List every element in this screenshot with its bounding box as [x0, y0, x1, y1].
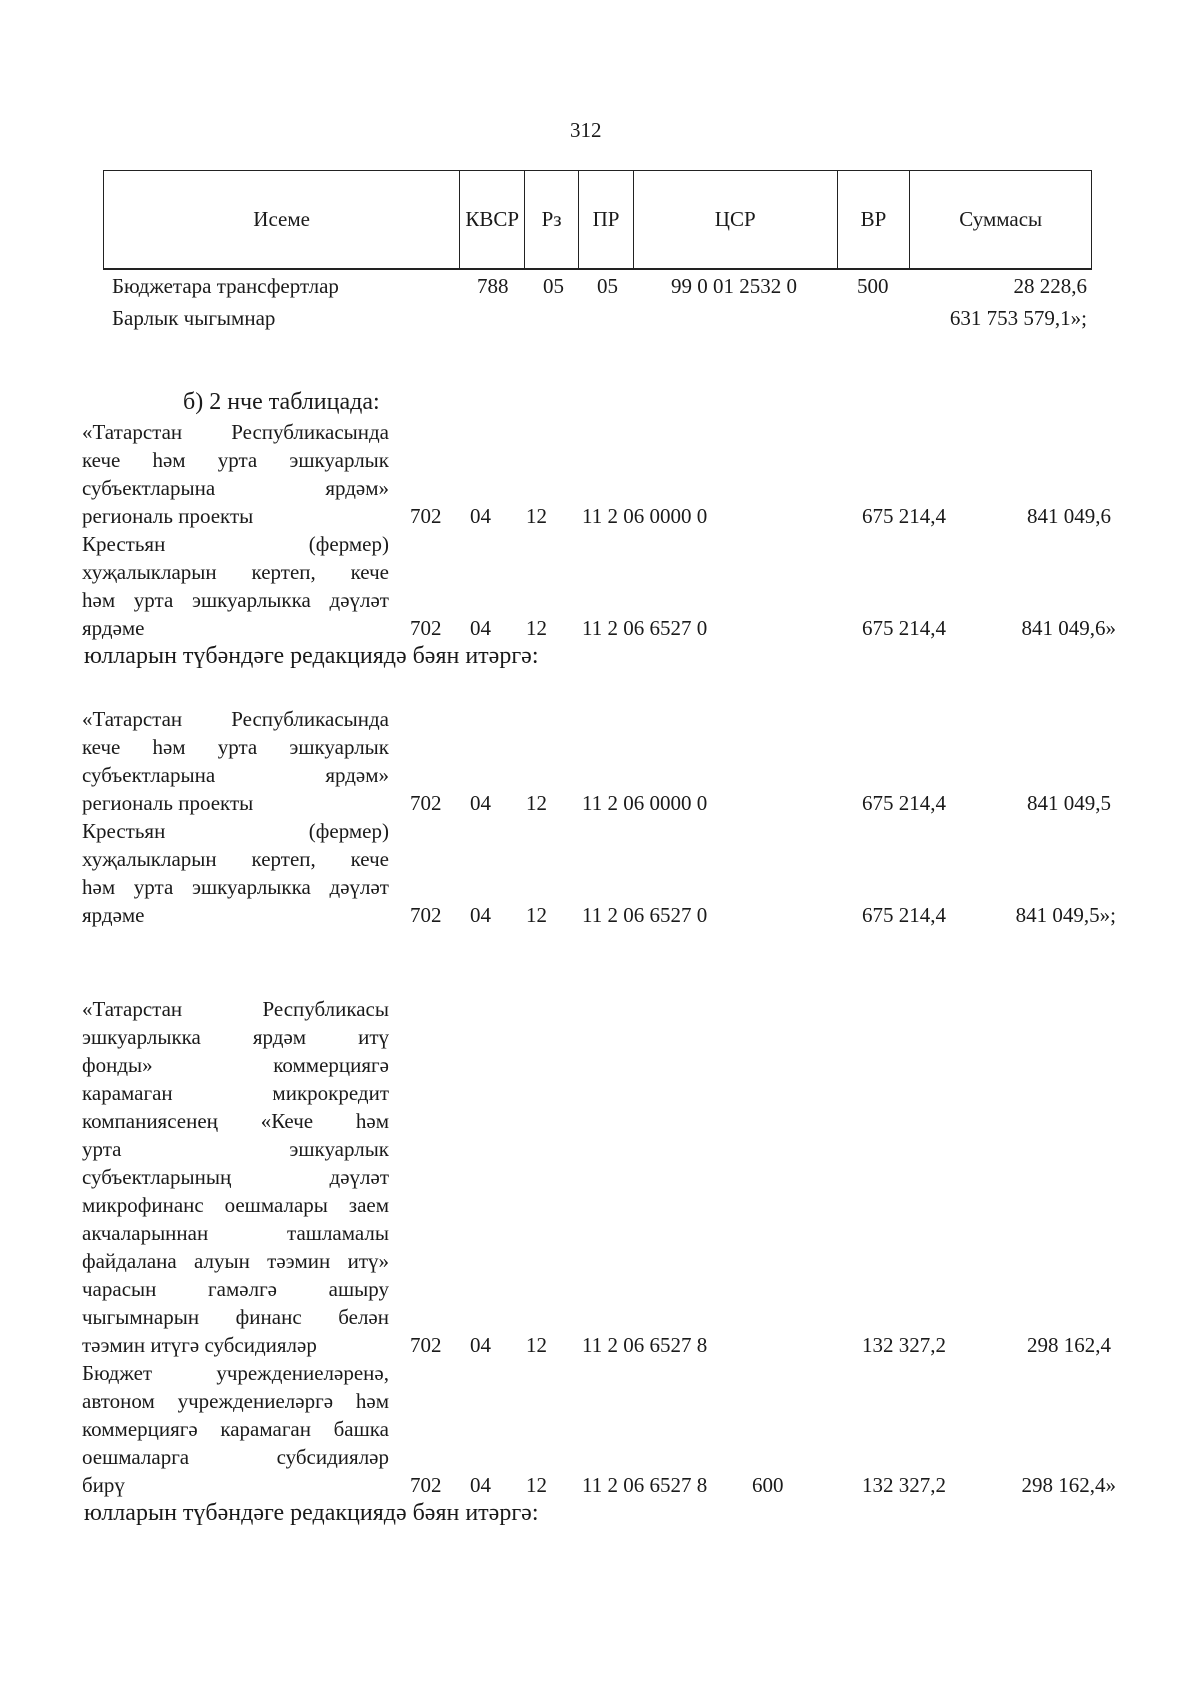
row-rz: 04: [470, 791, 491, 815]
row-rz: 04: [470, 504, 491, 528]
row-sum: 28 228,6: [1013, 274, 1087, 298]
row-name: Барлык чыгымнар: [112, 306, 276, 330]
row-csr: 11 2 06 6527 0: [582, 903, 708, 927]
table-header: [103, 170, 1092, 270]
row-kvsr: 702: [410, 903, 442, 927]
row-sum2: 841 049,5»;: [1015, 903, 1116, 927]
row-vr: 500: [857, 274, 889, 298]
row-sum1: 675 214,4: [862, 504, 946, 528]
row-rz: 04: [470, 903, 491, 927]
block3-row1-name: «Татарстан Республикасы эшкуарлыкка ярдәм итү фонды» коммерциягә карамаган микрокредит компаниясенең «Кече һәм урта эшкуарлык субъектларының дәүләт микрофинанс оешмалары заем акчаларыннан ташламалы файдалана алуын тәэмин итү» чарасын гамәлгә ашыру чыгымнарын финанс белән тәэмин итүгә субсидияләр: [82, 997, 389, 1357]
row-sum2: 841 049,6: [1027, 504, 1111, 528]
row-pr: 12: [526, 1333, 547, 1357]
row-rz: 04: [470, 616, 491, 640]
block1-row1-name: «Татарстан Республикасында кече һәм урта эшкуарлык субъектларына ярдәм» региональ проекты: [82, 420, 389, 528]
row-kvsr: 702: [410, 616, 442, 640]
row-csr: 11 2 06 0000 0: [582, 791, 708, 815]
block1-row2-name: Крестьян (фермер) хуҗалыкларын кертеп, кече һәм урта эшкуарлыкка дәүләт ярдәме: [82, 532, 389, 640]
row-sum1: 675 214,4: [862, 616, 946, 640]
instruction-paragraph: юлларын түбәндәге редакциядә бәян итәргә:: [84, 643, 539, 669]
header-rz: Рз: [525, 171, 579, 268]
row-pr: 12: [526, 791, 547, 815]
header-kvsr: КВСР: [460, 171, 525, 268]
row-sum1: 675 214,4: [862, 791, 946, 815]
row-pr: 12: [526, 1473, 547, 1497]
row-vr: 600: [752, 1473, 784, 1497]
subheading: б) 2 нче таблицада:: [183, 389, 380, 415]
block2-row1-name: «Татарстан Республикасында кече һәм урта эшкуарлык субъектларына ярдәм» региональ проекты: [82, 707, 389, 815]
row-kvsr: 702: [410, 791, 442, 815]
row-csr: 11 2 06 6527 0: [582, 616, 708, 640]
row-pr: 12: [526, 903, 547, 927]
row-pr: 12: [526, 616, 547, 640]
row-sum2: 298 162,4»: [1021, 1473, 1116, 1497]
row-rz: 05: [543, 274, 564, 298]
instruction-paragraph: юлларын түбәндәге редакциядә бәян итәргә:: [84, 1500, 539, 1526]
header-sum: Суммасы: [959, 207, 1043, 231]
row-rz: 04: [470, 1473, 491, 1497]
header-pr: ПР: [579, 171, 634, 268]
header-name: Исеме: [104, 171, 460, 268]
row-csr: 11 2 06 6527 8: [582, 1333, 708, 1357]
row-sum2: 298 162,4: [1027, 1333, 1111, 1357]
row-kvsr: 702: [410, 1473, 442, 1497]
row-sum1: 132 327,2: [862, 1473, 946, 1497]
header-csr: ЦСР: [634, 171, 838, 268]
row-pr: 05: [597, 274, 618, 298]
row-csr: 99 0 01 2532 0: [671, 274, 797, 298]
row-sum1: 675 214,4: [862, 903, 946, 927]
row-csr: 11 2 06 6527 8: [582, 1473, 708, 1497]
row-name: Бюджетара трансфертлар: [112, 274, 339, 298]
row-kvsr: 788: [477, 274, 509, 298]
row-pr: 12: [526, 504, 547, 528]
row-kvsr: 702: [410, 504, 442, 528]
row-sum1: 132 327,2: [862, 1333, 946, 1357]
row-sum2: 841 049,5: [1027, 791, 1111, 815]
row-csr: 11 2 06 0000 0: [582, 504, 708, 528]
block3-row2-name: Бюджет учреждениеләренә, автоном учреждениеләргә һәм коммерциягә карамаган башка оешмаларга субсидияләр бирү: [82, 1361, 389, 1497]
row-sum: 631 753 579,1»;: [949, 306, 1087, 330]
row-kvsr: 702: [410, 1333, 442, 1357]
page-number: 312: [570, 118, 602, 142]
row-rz: 04: [470, 1333, 491, 1357]
header-vr: ВР: [838, 171, 911, 268]
row-sum2: 841 049,6»: [1021, 616, 1116, 640]
block2-row2-name: Крестьян (фермер) хуҗалыкларын кертеп, кече һәм урта эшкуарлыкка дәүләт ярдәме: [82, 819, 389, 927]
